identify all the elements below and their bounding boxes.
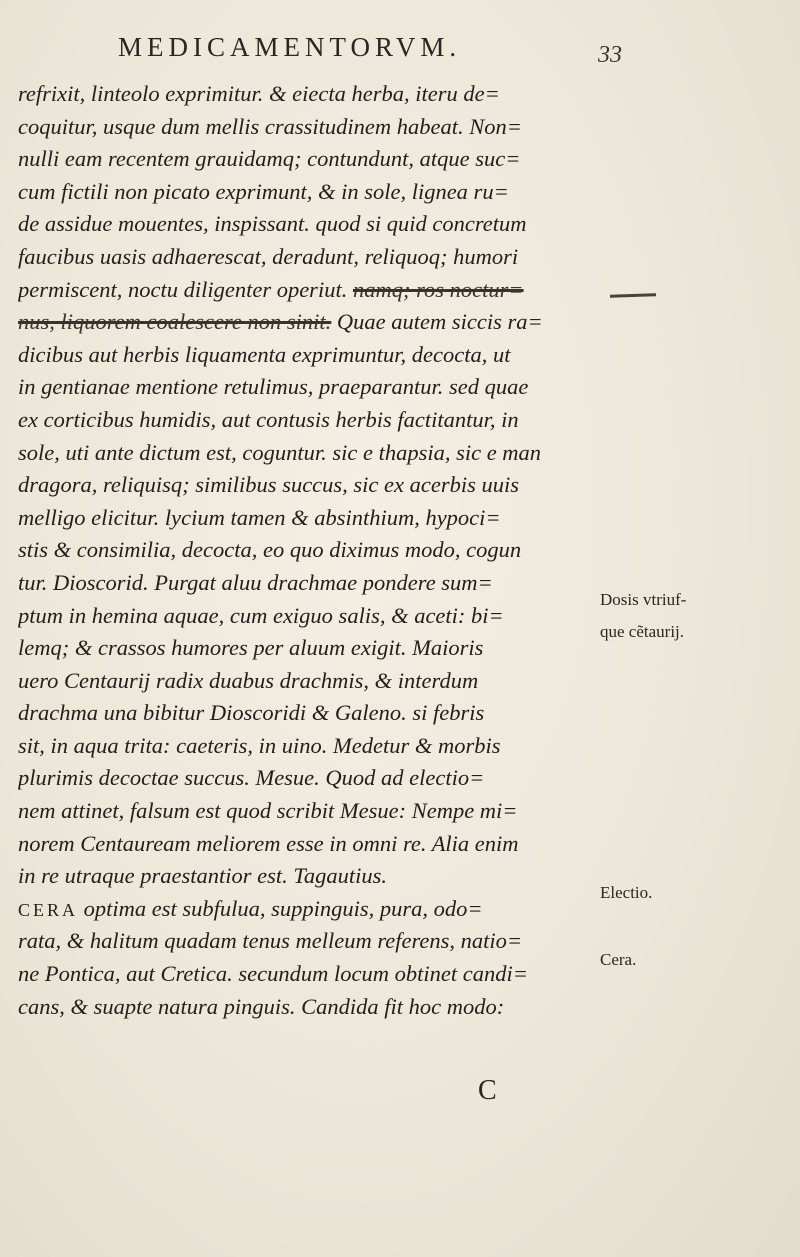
text-line: refrixit, linteolo exprimitur. & eiecta herba, iteru de= (18, 81, 500, 106)
text-line: dragora, reliquisq; similibus succus, sic ex acerbis uuis (18, 472, 520, 498)
text-line: de assidue mouentes, inspissant. quod si quid concretum (18, 211, 527, 237)
text-line: melligo elicitur. lycium tamen & absinthium, hypoci= (18, 504, 501, 530)
margin-note-dosis-cont: que cẽtaurij. (600, 622, 685, 641)
margin-note-electio: Electio. (600, 883, 653, 902)
text-line: ptum in hemina aquae, cum exiguo salis, & aceti: bi= (18, 602, 504, 628)
text-line: cum fictili non picato exprimunt, & in sole, lignea ru= (18, 178, 509, 204)
main-text-block (18, 78, 608, 1023)
margin-note-cera: Cera. (600, 950, 637, 969)
text-line-cera (18, 893, 608, 926)
running-head: MEDICAMENTORVM. (118, 32, 462, 62)
signature-mark: C (478, 1075, 497, 1106)
text-line: coquitur, usque dum mellis crassitudinem habeat. Non= (18, 113, 522, 139)
page-header (0, 26, 800, 66)
folio-number: 33 (598, 42, 622, 68)
text-line: faucibus uasis adhaerescat, deradunt, reliquoq; humori (18, 243, 519, 269)
struck-text: nus, liquorem coalescere non sinit. (18, 309, 332, 335)
text-line: uero Centaurij radix duabus drachmis, & interdum (18, 667, 479, 693)
text-line: lemq; & crassos humores per aluum exigit. Maioris (18, 635, 484, 661)
margin-note-dosis: Dosis vtriuf- (600, 590, 687, 609)
text-line: nulli eam recentem grauidamq; contundunt, atque suc= (18, 146, 521, 172)
text-line: ne Pontica, aut Cretica. secundum locum obtinet candi= (18, 961, 528, 987)
text-span: optima est subfulua, suppinguis, pura, odo= (83, 895, 483, 921)
text-line: drachma una bibitur Dioscoridi & Galeno. si febris (18, 700, 485, 726)
text-line: dicibus aut herbis liquamenta exprimuntur, decocta, ut (18, 341, 511, 367)
text-line: tur. Dioscorid. Purgat aluu drachmae pondere sum= (18, 569, 493, 595)
ink-strike-mark (610, 293, 656, 298)
cera-lead-word: CERA (18, 899, 79, 920)
struck-text: namq; ros noctur= (352, 276, 524, 302)
text-span: Quae autem siccis ra= (331, 309, 543, 335)
text-span: permiscent, noctu diligenter operiut. (18, 276, 353, 302)
text-line: rata, & halitum quadam tenus melleum referens, natio= (18, 928, 523, 954)
text-line: plurimis decoctae succus. Mesue. Quod ad electio= (18, 765, 485, 791)
text-line-with-strikeout (18, 306, 608, 339)
text-line: in gentianae mentione retulimus, praeparantur. sed quae (18, 374, 529, 400)
text-line: nem attinet, falsum est quod scribit Mesue: Nempe mi= (18, 798, 518, 824)
text-line: cans, & suapte natura pinguis. Candida fit hoc modo: (18, 993, 505, 1019)
text-line: sole, uti ante dictum est, coguntur. sic e thapsia, sic e man (18, 439, 542, 465)
text-line-with-strikeout (18, 274, 608, 307)
text-line: norem Centauream meliorem esse in omni re. Alia enim (18, 830, 519, 856)
text-line: stis & consimilia, decocta, eo quo diximus modo, cogun (18, 537, 522, 563)
text-line: sit, in aqua trita: caeteris, in uino. Medetur & morbis (18, 732, 501, 758)
text-line: in re utraque praestantior est. Tagautius. (18, 863, 387, 889)
text-line: ex corticibus humidis, aut contusis herbis factitantur, in (18, 406, 519, 432)
